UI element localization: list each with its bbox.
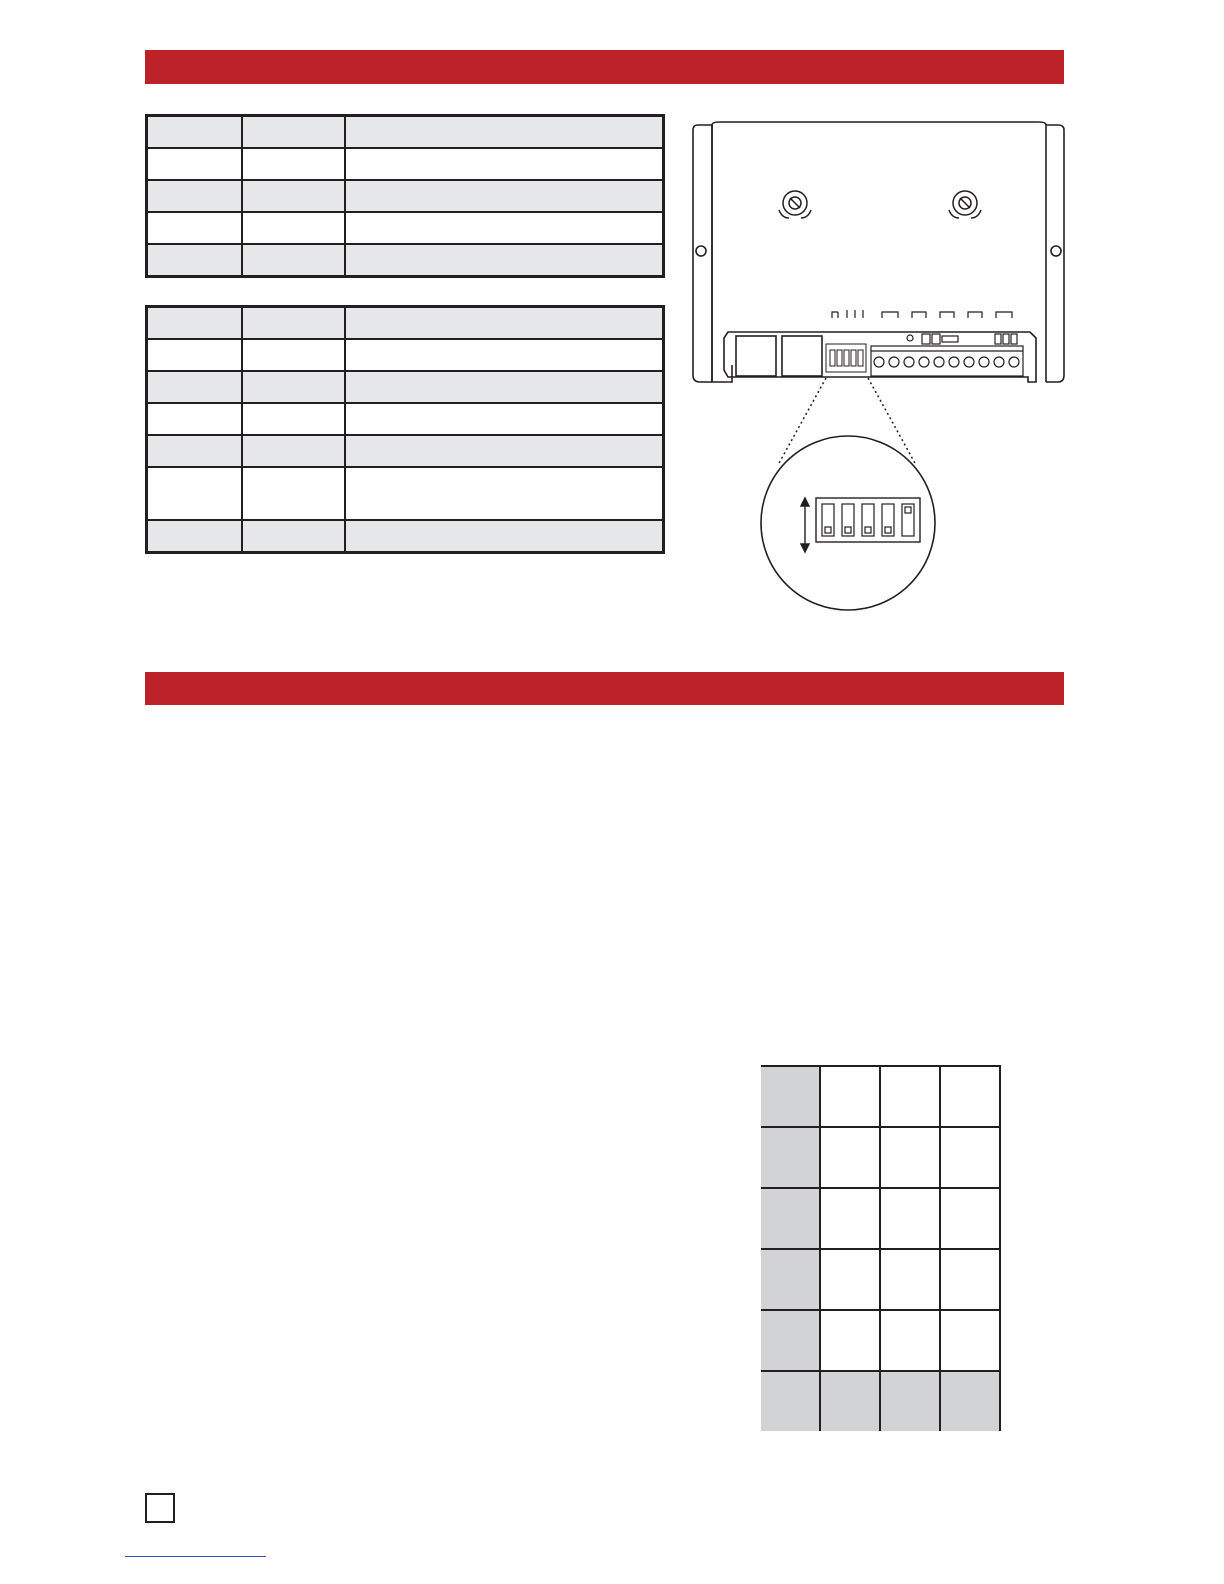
table-cell [242, 467, 345, 520]
device-housing [693, 122, 1064, 382]
table-cell [345, 116, 664, 149]
table-row [147, 435, 664, 467]
table-cell [345, 435, 664, 467]
table-cell [345, 307, 664, 340]
potentiometer-icon [949, 191, 981, 218]
table-cell [147, 212, 243, 244]
selection-grid [761, 1065, 1001, 1431]
table-cell [242, 212, 345, 244]
table-cell [242, 339, 345, 371]
table-row [147, 244, 664, 277]
potentiometer-icon [779, 191, 811, 218]
grid-cell [940, 1188, 1000, 1249]
table-row [761, 1310, 1000, 1371]
table-row [761, 1371, 1000, 1431]
section-header-bar-1 [145, 50, 1064, 84]
table-row [761, 1127, 1000, 1188]
grid-cell [940, 1310, 1000, 1371]
table-row [147, 467, 664, 520]
table-cell [147, 520, 243, 553]
table-row [147, 371, 664, 403]
grid-cell [820, 1310, 880, 1371]
grid-cell [761, 1127, 820, 1188]
table-cell [147, 467, 243, 520]
spec-table-a [145, 114, 665, 278]
grid-cell [940, 1066, 1000, 1127]
table-cell [147, 307, 243, 340]
table-cell [242, 403, 345, 435]
grid-cell [880, 1188, 940, 1249]
table-cell [345, 148, 664, 180]
table-cell [242, 371, 345, 403]
table-row [147, 307, 664, 340]
section-header-bar-2 [145, 672, 1064, 705]
grid-cell [820, 1371, 880, 1431]
table-row [147, 148, 664, 180]
grid-cell [820, 1066, 880, 1127]
grid-cell [940, 1249, 1000, 1310]
table-cell [345, 371, 664, 403]
table-row [147, 180, 664, 212]
footer-link[interactable] [125, 1556, 266, 1557]
grid-cell [820, 1188, 880, 1249]
grid-cell [761, 1371, 820, 1431]
table-row [147, 520, 664, 553]
table-cell [147, 116, 243, 149]
table-cell [242, 520, 345, 553]
grid-cell [880, 1310, 940, 1371]
grid-cell [761, 1249, 820, 1310]
terminal-block-icon [871, 334, 1023, 376]
table-cell [242, 148, 345, 180]
grid-cell [940, 1127, 1000, 1188]
table-cell [242, 435, 345, 467]
table-row [147, 116, 664, 149]
table-cell [345, 244, 664, 277]
grid-cell [761, 1310, 820, 1371]
dip-switch-magnified [761, 436, 935, 610]
table-cell [345, 180, 664, 212]
connector-ports [736, 336, 822, 376]
table-cell [147, 180, 243, 212]
grid-cell [820, 1249, 880, 1310]
table-cell [147, 403, 243, 435]
table-cell [242, 244, 345, 277]
table-cell [345, 212, 664, 244]
grid-cell [761, 1188, 820, 1249]
grid-cell [880, 1066, 940, 1127]
table-row [147, 339, 664, 371]
table-row [147, 403, 664, 435]
table-cell [242, 116, 345, 149]
table-cell [147, 371, 243, 403]
grid-cell [940, 1371, 1000, 1431]
table-cell [147, 339, 243, 371]
table-cell [147, 435, 243, 467]
spec-table-b [145, 305, 665, 554]
table-cell [345, 339, 664, 371]
grid-cell [880, 1127, 940, 1188]
table-cell [147, 244, 243, 277]
table-row [147, 212, 664, 244]
table-cell [242, 180, 345, 212]
grid-cell [820, 1127, 880, 1188]
table-cell [147, 148, 243, 180]
table-row [761, 1188, 1000, 1249]
grid-cell [880, 1249, 940, 1310]
table-cell [242, 307, 345, 340]
table-cell [345, 520, 664, 553]
terminal-markers [832, 310, 1012, 318]
page-number-box [145, 1493, 175, 1523]
table-row [761, 1066, 1000, 1127]
table-cell [345, 467, 664, 520]
dip-switch-icon [826, 344, 866, 372]
grid-cell [761, 1066, 820, 1127]
device-diagram [690, 120, 1070, 620]
grid-cell [880, 1371, 940, 1431]
table-row [761, 1249, 1000, 1310]
table-cell [345, 403, 664, 435]
